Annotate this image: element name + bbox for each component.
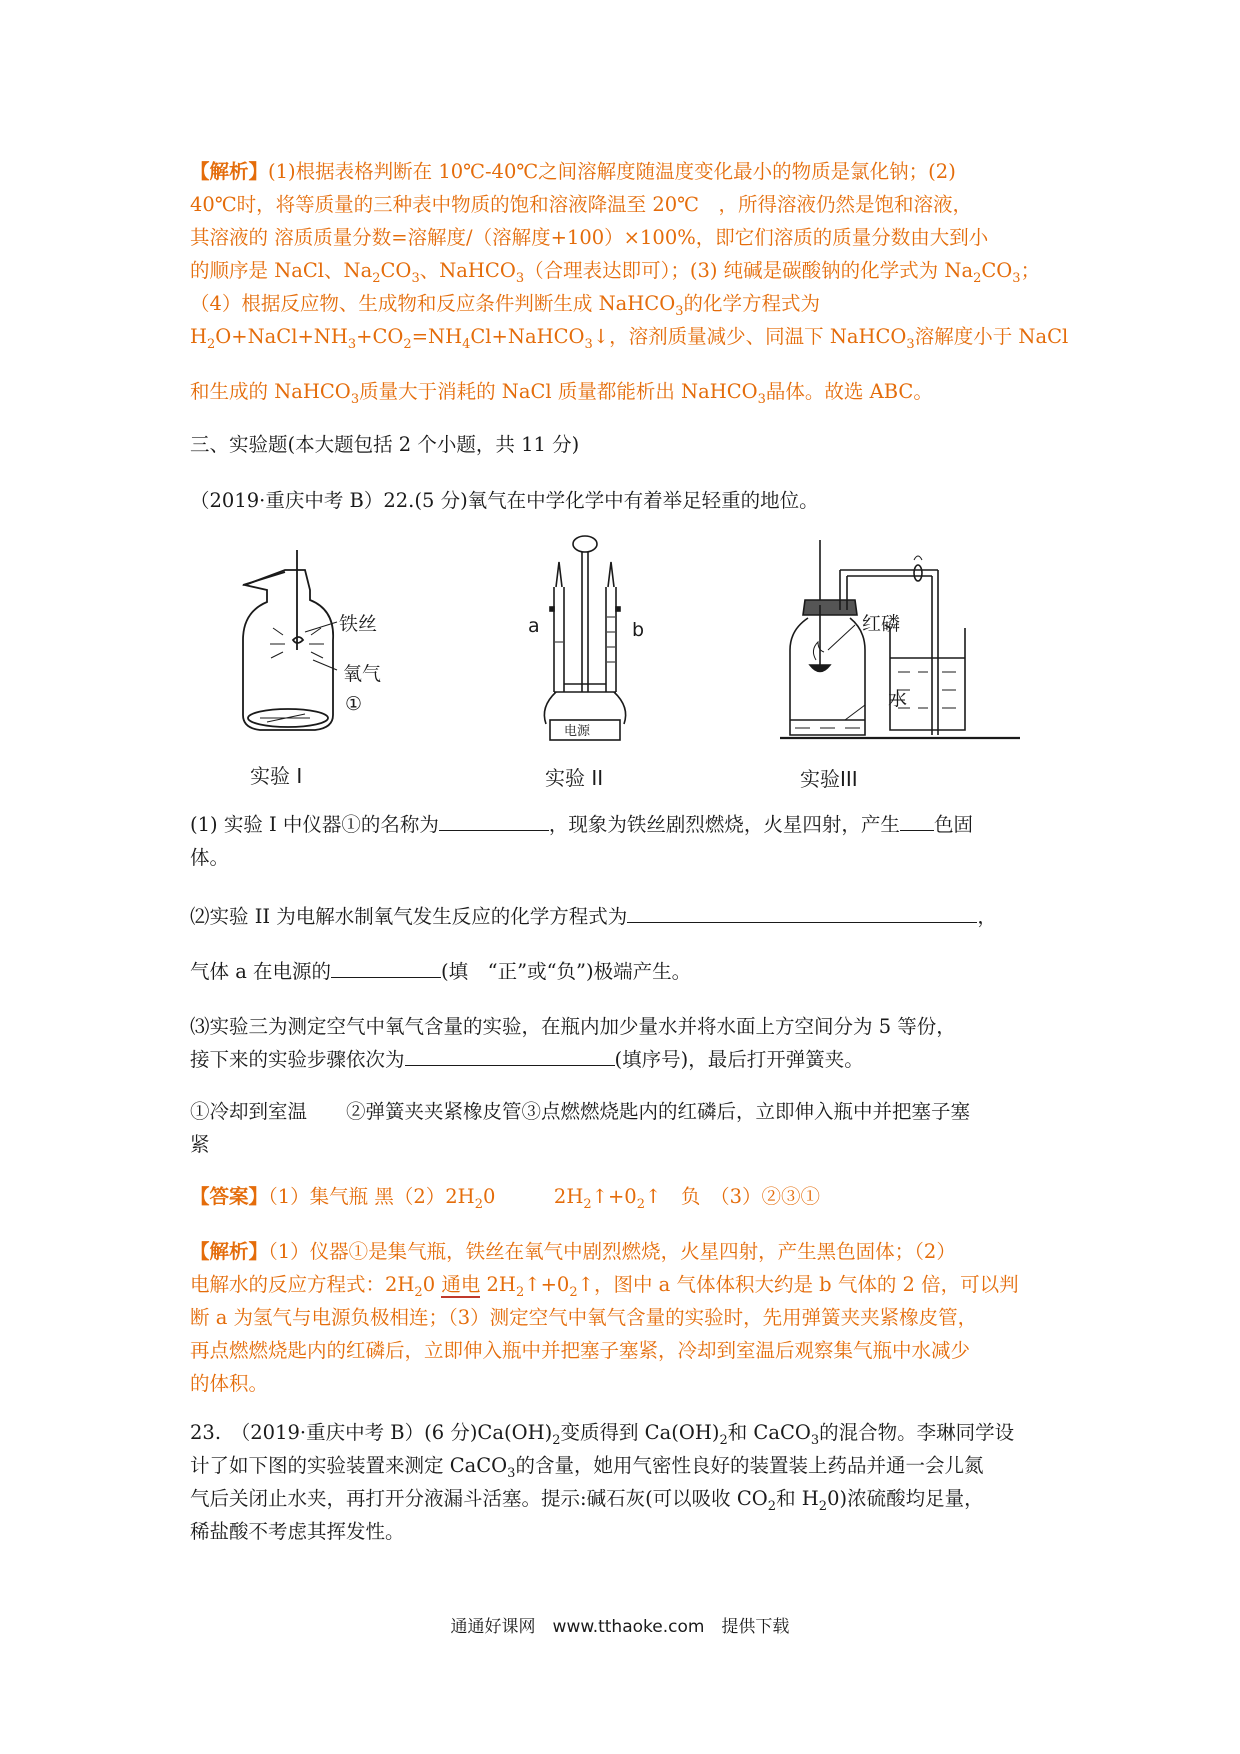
answer-blank[interactable] (405, 1043, 615, 1066)
svg-text:红磷: 红磷 (862, 613, 901, 635)
answer-blank[interactable] (331, 955, 441, 978)
experiment-3-caption: 实验III (800, 767, 858, 791)
answer-blank[interactable] (439, 808, 549, 831)
analysis-block-1: 【解析】(1)根据表格判断在 10℃-40℃之间溶解度随温度变化最小的物质是氯化钠；(2) 40℃时，将等质量的三种表中物质的饱和溶液降温至 20℃ ，所得溶液仍然是饱和溶液， 其溶液的 溶质质量分数=溶解度/（溶解度+100）×100%，即它们溶质的质量分数由大到小 的顺序是 NaCl、$Na_2CO_3$、NaHCO$_3$（合理表达即可）；(3) 纯碱是碳酸钠的化学式为 $Na_2CO_3$； （4）根据反应物、生成物和反应条件判断生成 NaHCO$_3$的化学方程式为 $H_2O+NaCl+NH_3+CO_2=NH_4Cl+NaHCO_3↓$，溶剂质量减少、同温下 NaHCO$_3$溶解度小于 NaCl (190, 160, 1069, 352)
svg-text:铁丝: 铁丝 (339, 613, 378, 635)
section-heading: 三、实验题(本大题包括 2 个小题，共 11 分) (190, 433, 580, 456)
question-22-stem: （2019·重庆中考 B）22.(5 分)氧气在中学化学中有着举足轻重的地位。 (190, 489, 819, 512)
experiment-2-caption: 实验 II (545, 766, 604, 790)
question-22-steps: ①冷却到室温 ②弹簧夹夹紧橡皮管③点燃燃烧匙内的红磷后，立即伸入瓶中并把塞子塞 紧 (190, 1100, 971, 1156)
svg-text:水: 水 (888, 688, 908, 710)
question-22-part-2b: 气体 a 在电源的 (填 “正”或“负”)极端产生。 (190, 955, 1060, 988)
page-footer: 通通好课网 www.tthaoke.com 提供下载 (450, 1617, 790, 1637)
svg-text:电源: 电源 (564, 724, 591, 739)
question-22-part-2: ⑵实验 II 为电解水制氧气发生反应的化学方程式为 ， (190, 900, 1060, 933)
analysis-block-1-tail: 和生成的 NaHCO$_3$质量大于消耗的 NaCl 质量都能析出 NaHCO$_3$晶体。故选 ABC。 (190, 380, 933, 407)
answer-blank[interactable] (627, 900, 977, 923)
experiment-2-figure (520, 532, 680, 757)
question-22-part-3: ⑶实验三为测定空气中氧气含量的实验，在瓶内加少量水并将水面上方空间分为 5 等份， 接下来的实验步骤依次为 (填序号)，最后打开弹簧夹。 (190, 1015, 956, 1071)
question-23: 23. （2019·重庆中考 B）(6 分)$Ca(OH)_2$变质得到 $Ca(OH)_2$和 CaCO$_3$的混合物。李琳同学设 计了如下图的实验装置来测定 CaCO$_3$的含量，她用气密性良好的装置装上药品并通一会儿氮 气后关闭止水夹，再打开分液漏斗活塞。提示:碱石灰(可以吸收 $CO_2$和 $H_20$)浓硫酸均足量， 稀盐酸不考虑其挥发性。 (190, 1421, 1015, 1543)
answer-blank[interactable] (900, 808, 934, 831)
svg-text:a: a (528, 615, 540, 637)
svg-text:氧气: 氧气 (343, 663, 382, 685)
svg-text:b: b (632, 619, 645, 641)
experiment-1-caption: 实验 I (250, 764, 303, 788)
question-22-part-1: (1) 实验 I 中仪器①的名称为 ，现象为铁丝剧烈燃烧，火星四射，产生 色固 体。 (190, 808, 1060, 874)
analysis-block-2: 【解析】（1）仪器①是集气瓶，铁丝在氧气中剧烈燃烧，火星四射，产生黑色固体；（2） 电解水的反应方程式：$2H_20$ 通电 $2H_2↑+0_2↑$，图中 a 气体体积大约是 b 气体的 2 倍，可以判 断 a 为氢气与电源负极相连；（3）测定空气中氧气含量的实验时，先用弹簧夹夹紧橡皮管， 再点燃燃烧匙内的红磷后，立即伸入瓶中并把塞子塞紧，冷却到室温后观察集气瓶中水减少 的体积。 (190, 1240, 1019, 1395)
experiment-3-figure (780, 540, 1020, 750)
experiment-1-figure (225, 540, 425, 750)
analysis-tag: 【解析】 (190, 160, 269, 183)
svg-text:①: ① (345, 693, 363, 715)
answer-block: 【答案】（1）集气瓶 黑$(2)2H_20$ $2H_2↑+0_2↑$ 负 （3）②③① (190, 1185, 820, 1212)
